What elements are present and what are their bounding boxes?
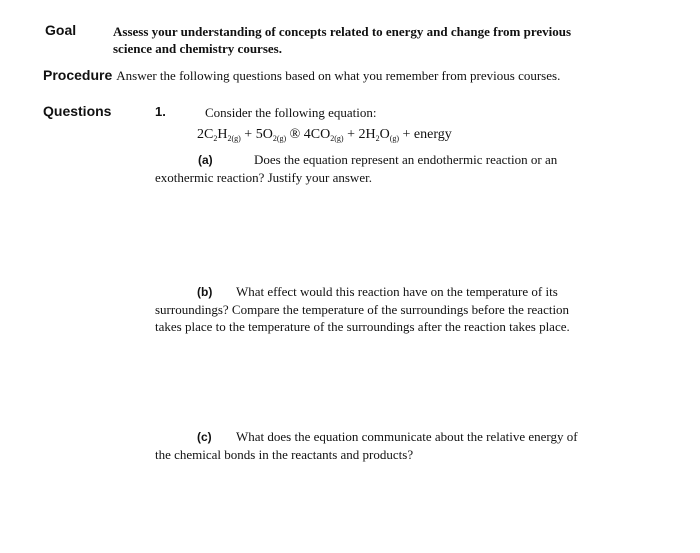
question-b [155, 283, 695, 335]
goal-text-line2: science and chemistry courses. [113, 41, 282, 56]
eq-sub: 2(g) [330, 134, 344, 143]
goal-text [113, 23, 693, 57]
procedure-row [43, 67, 560, 85]
eq-sub: 2 [213, 134, 218, 143]
procedure-label: Procedure [43, 67, 113, 83]
question-c-label: (c) [197, 430, 212, 444]
questions-label: Questions [43, 103, 112, 119]
eq-term-c: 2C [197, 127, 214, 142]
question-b-line2: surroundings? Compare the temperature of the surroundings before the reaction [155, 302, 570, 317]
eq-arrow-co2: ® 4CO [286, 127, 331, 142]
eq-term-energy: + energy [399, 127, 452, 142]
question-c-line2: the chemical bonds in the reactants and products? [155, 447, 414, 462]
goal-text-line1: Assess your understanding of concepts related to energy and change from previous [113, 24, 572, 39]
eq-sub: 2(g) [272, 134, 287, 143]
eq-sub: (g) [389, 134, 400, 143]
eq-sub: 2 [375, 134, 380, 143]
goal-label: Goal [45, 22, 77, 38]
question-b-label: (b) [197, 285, 213, 299]
question-c [155, 428, 695, 463]
eq-term-o: O [379, 127, 390, 142]
eq-term-h: H [217, 127, 228, 142]
question-prompt: Consider the following equation: [205, 105, 377, 120]
question-b-line1: What effect would this reaction have on the temperature of its [236, 284, 558, 299]
question-c-line1: What does the equation communicate about the relative energy of [236, 429, 578, 444]
question-a-label: (a) [198, 153, 213, 167]
chemical-equation [197, 127, 452, 143]
question-a-line2: exothermic reaction? Justify your answer. [155, 170, 372, 185]
procedure-text: Answer the following questions based on what you remember from previous courses. [116, 68, 561, 83]
question-number: 1. [155, 104, 166, 119]
question-a [155, 151, 695, 186]
question-a-line1: Does the equation represent an endothermic reaction or an [254, 152, 558, 167]
eq-term-h2o: + 2H [343, 127, 376, 142]
eq-term-o2: + 5O [240, 127, 273, 142]
eq-sub: 2(g) [227, 134, 241, 143]
question-b-line3: takes place to the temperature of the surroundings after the reaction takes place. [155, 319, 570, 334]
